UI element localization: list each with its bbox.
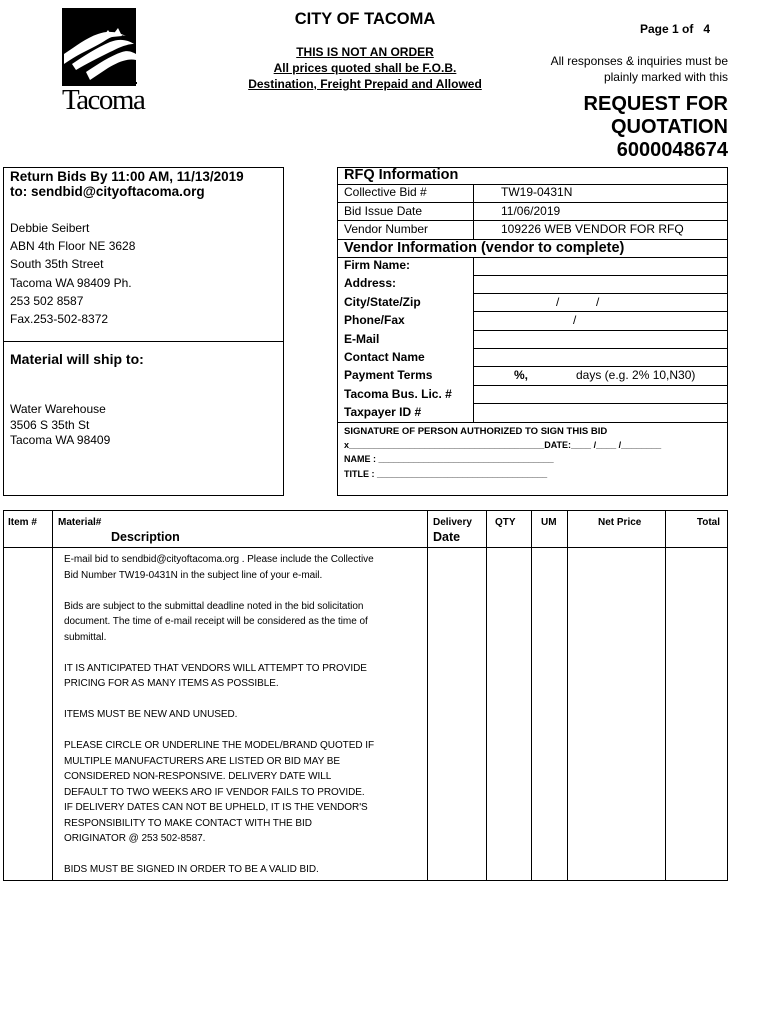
vendor-field-phone-fax: Phone/Fax <box>344 313 405 327</box>
ship-to-heading: Material will ship to: <box>10 351 144 367</box>
instruction-line <box>64 847 424 863</box>
city-title: CITY OF TACOMA <box>294 10 436 28</box>
instruction-line: IF DELIVERY DATES CAN NOT BE UPHELD, IT IS THE VENDOR'S <box>64 802 368 813</box>
instruction-line: ITEMS MUST BE NEW AND UNUSED. <box>64 709 238 720</box>
rfq-title-line2: QUOTATION <box>610 116 728 138</box>
firm-name-input[interactable] <box>474 258 727 275</box>
city-logo <box>62 8 145 116</box>
ship-to-line: Tacoma WA 98409 <box>10 433 111 447</box>
instruction-line <box>64 645 424 661</box>
contact-line: Tacoma WA 98409 Ph. <box>10 275 132 290</box>
instruction-line: BIDS MUST BE SIGNED IN ORDER TO BE A VALID BID. <box>64 864 319 875</box>
fob-notice-line2: Destination, Freight Prepaid and Allowed <box>248 77 482 91</box>
signature-line[interactable]: x_______________________________________DATE:____ /____ /________ <box>344 440 662 450</box>
payment-days-input[interactable]: days (e.g. 2% 10,N30) <box>576 368 696 382</box>
responses-note-line2: plainly marked with this <box>603 70 728 84</box>
col-header-material: Material# <box>58 517 102 528</box>
phone-fax-input[interactable]: / <box>573 313 577 327</box>
contact-line: Fax.253-502-8372 <box>10 312 109 327</box>
vendor-field-firm-name: Firm Name: <box>344 258 411 272</box>
vendor-field-business-license: Tacoma Bus. Lic. # <box>344 387 452 401</box>
rfq-label-collective-bid: Collective Bid # <box>344 185 427 199</box>
vendor-field-payment-terms: Payment Terms <box>344 368 433 382</box>
instruction-line: CONSIDERED NON-RESPONSIVE. DELIVERY DATE WILL <box>64 771 332 782</box>
contact-line: South 35th Street <box>10 257 104 272</box>
email-input[interactable] <box>474 331 727 348</box>
bid-instructions <box>64 552 424 878</box>
instruction-line: ORIGINATOR @ 253 502-8587. <box>64 833 206 844</box>
buyer-contact <box>10 219 135 328</box>
rfq-label-vendor-number: Vendor Number <box>344 222 429 236</box>
signer-title-line[interactable]: TITLE : __________________________________ <box>344 469 548 479</box>
page-label: Page 1 of <box>640 22 694 36</box>
rfq-label-issue-date: Bid Issue Date <box>344 204 423 218</box>
vendor-field-email: E-Mail <box>344 332 380 346</box>
tacoma-logo-icon <box>62 8 136 86</box>
rfq-value-vendor-number: 109226 WEB VENDOR FOR RFQ <box>501 222 684 236</box>
instruction-line: submittal. <box>64 631 107 643</box>
rfq-number: 6000048674 <box>616 139 728 161</box>
ship-to-line: Water Warehouse <box>10 402 106 416</box>
rfq-value-collective-bid: TW19-0431N <box>501 185 573 199</box>
instruction-line: Bid Number TW19-0431N in the subject line of your e-mail. <box>64 569 323 581</box>
signer-name-line[interactable]: NAME : ___________________________________ <box>344 454 554 464</box>
address-input[interactable] <box>474 276 727 293</box>
return-bids-divider <box>3 341 284 342</box>
col-header-um: UM <box>541 517 557 528</box>
return-bids-email: to: sendbid@cityoftacoma.org <box>10 184 205 199</box>
col-header-delivery: Delivery <box>433 517 472 528</box>
responses-note-line1: All responses & inquiries must be <box>550 54 728 68</box>
instruction-line: RESPONSIBILITY TO MAKE CONTACT WITH THE BID <box>64 817 312 829</box>
ship-to-line: 3506 S 35th St <box>10 417 90 432</box>
taxpayer-id-input[interactable] <box>474 404 727 421</box>
contact-line: Debbie Seibert <box>10 221 90 235</box>
instruction-line: Bids are subject to the submittal deadline noted in the bid solicitation <box>64 600 364 612</box>
vendor-field-address: Address: <box>344 276 397 290</box>
vendor-field-city-state-zip: City/State/Zip <box>344 295 421 309</box>
ship-to-address <box>10 402 110 449</box>
col-header-net-price: Net Price <box>598 517 642 528</box>
business-license-input[interactable] <box>474 386 727 403</box>
return-bids-deadline: Return Bids By 11:00 AM, 11/13/2019 <box>10 169 244 184</box>
instruction-line <box>64 723 424 739</box>
vendor-field-contact-name: Contact Name <box>344 350 425 364</box>
contact-name-input[interactable] <box>474 349 727 366</box>
items-table-header-rule <box>3 547 728 548</box>
vendor-field-taxpayer-id: Taxpayer ID # <box>344 405 422 419</box>
instruction-line: MULTIPLE MANUFACTURERS ARE LISTED OR BID MAY BE <box>64 755 341 767</box>
page-total: 4 <box>703 22 711 36</box>
page-indicator <box>640 22 710 36</box>
instruction-line: E-mail bid to sendbid@cityoftacoma.org . Please include the Collective <box>64 554 374 565</box>
rfq-title-line1: REQUEST FOR <box>583 93 728 115</box>
rfq-value-issue-date: 11/06/2019 <box>501 204 561 218</box>
contact-line: ABN 4th Floor NE 3628 <box>10 239 136 254</box>
instruction-line: IT IS ANTICIPATED THAT VENDORS WILL ATTEMPT TO PROVIDE <box>64 662 367 674</box>
col-header-date: Date <box>433 530 461 544</box>
not-an-order-notice: THIS IS NOT AN ORDER <box>296 45 434 59</box>
logo-city-word: Tacoma <box>62 84 145 116</box>
signature-heading: SIGNATURE OF PERSON AUTHORIZED TO SIGN THIS BID <box>344 426 608 437</box>
instruction-line <box>64 583 424 599</box>
instruction-line: document. The time of e-mail receipt will be considered as the time of <box>64 616 368 627</box>
instruction-line: PRICING FOR AS MANY ITEMS AS POSSIBLE. <box>64 678 279 689</box>
contact-line: 253 502 8587 <box>10 293 84 308</box>
col-header-qty: QTY <box>495 517 516 528</box>
instruction-line: PLEASE CIRCLE OR UNDERLINE THE MODEL/BRAND QUOTED IF <box>64 740 375 751</box>
city-state-zip-input[interactable]: / / <box>556 295 600 309</box>
fob-notice-line1: All prices quoted shall be F.O.B. <box>273 61 457 75</box>
instruction-line: DEFAULT TO TWO WEEKS ARO IF VENDOR FAILS TO PROVIDE. <box>64 786 365 798</box>
instruction-line <box>64 692 424 708</box>
col-header-description: Description <box>111 530 180 544</box>
vendor-info-heading: Vendor Information (vendor to complete) <box>344 240 625 256</box>
col-header-item: Item # <box>8 517 37 528</box>
rfq-info-heading: RFQ Information <box>344 167 459 183</box>
col-header-total: Total <box>696 517 720 528</box>
payment-percent-input[interactable]: %, <box>514 368 529 382</box>
